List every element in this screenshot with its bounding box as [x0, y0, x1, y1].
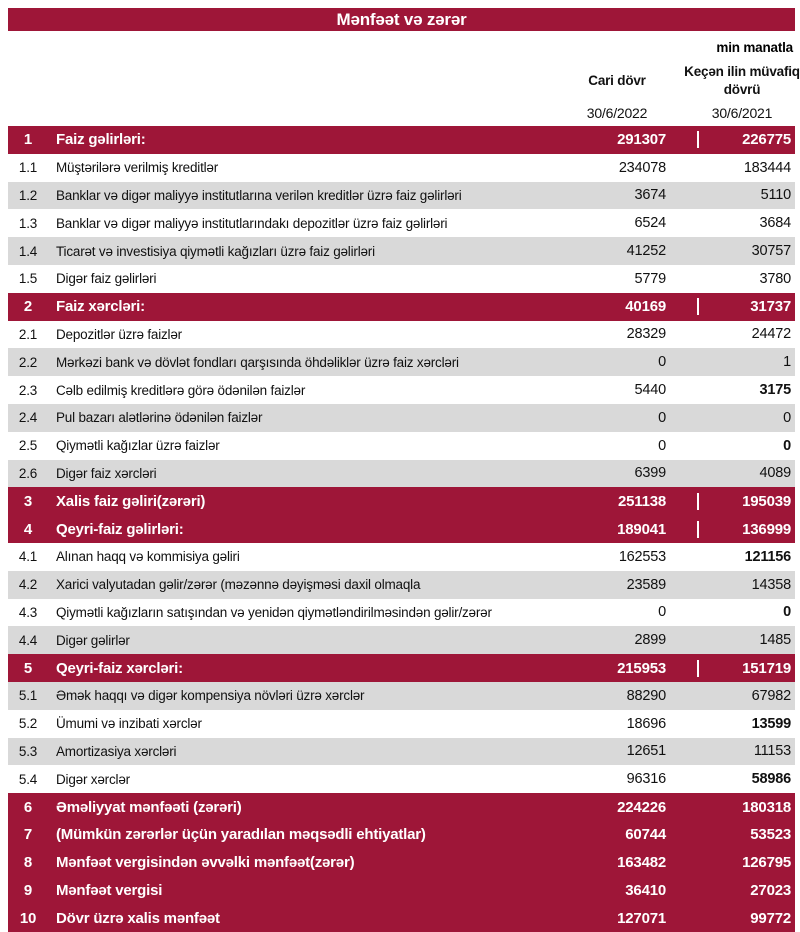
value-current: 5440 — [634, 382, 666, 399]
row-label: Digər xərclər — [56, 771, 130, 787]
row-label: Əməliyyat mənfəəti (zərəri) — [56, 798, 242, 816]
row-number: 5.4 — [18, 771, 38, 787]
value-previous: 99772 — [750, 909, 791, 927]
table-row — [8, 237, 795, 265]
row-number: 2 — [23, 298, 33, 316]
row-number: 5.3 — [18, 743, 38, 759]
table-row — [8, 877, 795, 905]
table-row — [8, 265, 795, 293]
value-current: 224226 — [617, 798, 666, 816]
value-previous: 121156 — [744, 548, 791, 565]
row-number: 8 — [23, 854, 33, 872]
row-number: 2.4 — [18, 410, 38, 426]
row-label: (Mümkün zərərlər üçün yaradılan məqsədli ehtiyatlar) — [56, 826, 426, 844]
report-title-bar — [8, 8, 795, 31]
value-previous: 27023 — [750, 881, 791, 899]
row-number: 6 — [23, 798, 33, 816]
row-number: 4.2 — [18, 577, 38, 593]
column-header-previous: Keçən ilin müvafiq dövrü — [684, 63, 800, 97]
table-row — [8, 515, 795, 543]
value-previous: 1 — [783, 354, 791, 371]
row-number: 1.5 — [18, 271, 38, 287]
row-number: 4.1 — [18, 549, 38, 565]
value-previous: 180318 — [742, 798, 791, 816]
row-label: Müştərilərə verilmiş kreditlər — [56, 160, 219, 176]
value-previous: 226775 — [697, 131, 795, 148]
row-label: Alınan haqq və kommisiya gəliri — [56, 549, 240, 565]
value-current: 215953 — [617, 659, 666, 677]
row-label: Digər faiz xərcləri — [56, 465, 157, 481]
value-current: 189041 — [617, 520, 666, 538]
value-current: 0 — [658, 604, 666, 621]
table-row — [8, 738, 795, 766]
row-number: 7 — [23, 826, 33, 844]
row-number: 2.5 — [18, 438, 38, 454]
value-current: 291307 — [617, 131, 666, 149]
value-previous: 5110 — [760, 187, 791, 204]
value-previous: 4089 — [759, 465, 791, 482]
row-label: Faiz gəlirləri: — [56, 131, 146, 149]
value-current: 6399 — [634, 465, 666, 482]
value-previous: 24472 — [751, 326, 791, 343]
row-number: 4.4 — [18, 632, 38, 648]
table-row — [8, 626, 795, 654]
value-previous: 31737 — [697, 298, 795, 315]
table-row — [8, 599, 795, 627]
row-label: Xalis faiz gəliri(zərəri) — [56, 492, 206, 510]
row-label: Ümumi və inzibati xərclər — [56, 716, 202, 732]
table-row — [8, 404, 795, 432]
row-label: Mərkəzi bank və dövlət fondları qarşısında öhdəliklər üzrə faiz xərcləri — [56, 354, 459, 370]
row-label: Digər gəlirlər — [56, 632, 130, 648]
value-previous: 1485 — [759, 632, 791, 649]
row-number: 2.6 — [18, 465, 38, 481]
row-number: 1 — [23, 131, 33, 149]
table-row — [8, 460, 795, 488]
row-number: 1.1 — [18, 160, 38, 176]
table-row — [8, 904, 795, 932]
row-number: 5.2 — [18, 716, 38, 732]
value-current: 5779 — [634, 270, 666, 287]
row-number: 1.3 — [18, 215, 38, 231]
table-row — [8, 432, 795, 460]
row-label: Qiymətli kağızların satışından və yenidən qiymətləndirilməsindən gəlir/zərər — [56, 604, 492, 620]
row-label: Cəlb edilmiş kreditlərə görə ödənilən faizlər — [56, 382, 306, 398]
row-number: 10 — [19, 909, 37, 927]
table-row — [8, 209, 795, 237]
table-row — [8, 765, 795, 793]
row-number: 1.2 — [18, 187, 38, 203]
value-current: 251138 — [617, 492, 666, 510]
column-header-current: Cari dövr — [588, 72, 646, 88]
table-row — [8, 682, 795, 710]
row-label: Mənfəət vergisindən əvvəlki mənfəət(zərər) — [56, 854, 355, 872]
value-current: 18696 — [626, 715, 666, 732]
value-previous: 3175 — [759, 382, 791, 399]
value-previous: 11153 — [753, 743, 791, 760]
value-previous: 14358 — [751, 576, 791, 593]
row-label: Qeyri-faiz xərcləri: — [56, 659, 183, 677]
row-label: Mənfəət vergisi — [56, 881, 163, 899]
row-label: Digər faiz gəlirləri — [56, 271, 157, 287]
row-label: Əmək haqqı və digər kompensiya növləri üzrə xərclər — [56, 688, 365, 704]
column-date-previous: 30/6/2021 — [711, 105, 773, 121]
value-previous: 3780 — [759, 270, 791, 287]
row-label: Qeyri-faiz gəlirləri: — [56, 520, 184, 538]
row-label: Banklar və digər maliyyə institutlarına verilən kreditlər üzrə faiz gəlirləri — [56, 187, 462, 203]
value-current: 162553 — [618, 548, 666, 565]
row-number: 4.3 — [18, 604, 38, 620]
row-label: Xarici valyutadan gəlir/zərər (məzənnə dəyişməsi daxil olmaqla — [56, 577, 421, 593]
value-current: 0 — [658, 354, 666, 371]
row-number: 4 — [23, 520, 33, 538]
row-number: 2.1 — [18, 326, 38, 342]
value-current: 41252 — [626, 243, 666, 260]
row-label: Pul bazarı alətlərinə ödənilən faizlər — [56, 410, 263, 426]
value-current: 36410 — [625, 881, 666, 899]
row-number: 2.2 — [18, 354, 38, 370]
value-current: 127071 — [617, 909, 666, 927]
value-current: 96316 — [626, 771, 666, 788]
value-current: 0 — [658, 409, 666, 426]
value-previous: 183444 — [743, 159, 791, 176]
row-number: 2.3 — [18, 382, 38, 398]
value-current: 60744 — [625, 826, 666, 844]
value-current: 6524 — [634, 215, 666, 232]
value-current: 3674 — [634, 187, 666, 204]
row-number: 3 — [23, 492, 33, 510]
row-number: 1.4 — [18, 243, 38, 259]
table-row — [8, 321, 795, 349]
profit-loss-table — [8, 126, 795, 932]
row-label: Dövr üzrə xalis mənfəət — [56, 909, 220, 927]
value-current: 28329 — [626, 326, 666, 343]
row-label: Qiymətli kağızlar üzrə faizlər — [56, 438, 220, 454]
table-row — [8, 654, 795, 682]
table-row — [8, 182, 795, 210]
value-current: 234078 — [618, 159, 666, 176]
table-row — [8, 126, 795, 154]
table-row — [8, 293, 795, 321]
value-previous: 3684 — [759, 215, 791, 232]
table-row — [8, 571, 795, 599]
page-title: Mənfəət və zərər — [336, 9, 467, 29]
column-date-current: 30/6/2022 — [586, 105, 648, 121]
value-current: 40169 — [625, 298, 666, 316]
value-previous: 0 — [783, 604, 791, 621]
table-row — [8, 154, 795, 182]
row-number: 5.1 — [18, 688, 38, 704]
value-previous: 0 — [783, 409, 791, 426]
table-row — [8, 793, 795, 821]
value-current: 12651 — [626, 743, 666, 760]
table-row — [8, 821, 795, 849]
table-row — [8, 348, 795, 376]
row-label: Amortizasiya xərcləri — [56, 743, 177, 759]
value-previous: 67982 — [751, 687, 791, 704]
row-label: Depozitlər üzrə faizlər — [56, 326, 182, 342]
value-previous: 151719 — [697, 660, 795, 677]
value-current: 88290 — [626, 687, 666, 704]
value-previous: 53523 — [750, 826, 791, 844]
value-previous: 126795 — [742, 854, 791, 872]
value-current: 23589 — [626, 576, 666, 593]
table-row — [8, 849, 795, 877]
row-label: Ticarət və investisiya qiymətli kağızları üzrə faiz gəlirləri — [56, 243, 375, 259]
value-previous: 0 — [783, 437, 791, 454]
value-current: 0 — [658, 437, 666, 454]
value-current: 163482 — [617, 854, 666, 872]
value-previous: 13599 — [751, 715, 791, 732]
value-previous: 30757 — [751, 243, 791, 260]
row-number: 9 — [23, 881, 33, 899]
value-previous: 58986 — [751, 771, 791, 788]
value-previous: 195039 — [697, 493, 795, 510]
table-row — [8, 543, 795, 571]
unit-note: min manatla — [716, 40, 793, 55]
table-row — [8, 710, 795, 738]
row-number: 5 — [23, 659, 33, 677]
row-label: Banklar və digər maliyyə institutlarındakı depozitlər üzrə faiz gəlirləri — [56, 215, 448, 231]
table-row — [8, 376, 795, 404]
value-previous: 136999 — [697, 521, 795, 538]
row-label: Faiz xərcləri: — [56, 298, 145, 316]
value-current: 2899 — [634, 632, 666, 649]
table-row — [8, 487, 795, 515]
